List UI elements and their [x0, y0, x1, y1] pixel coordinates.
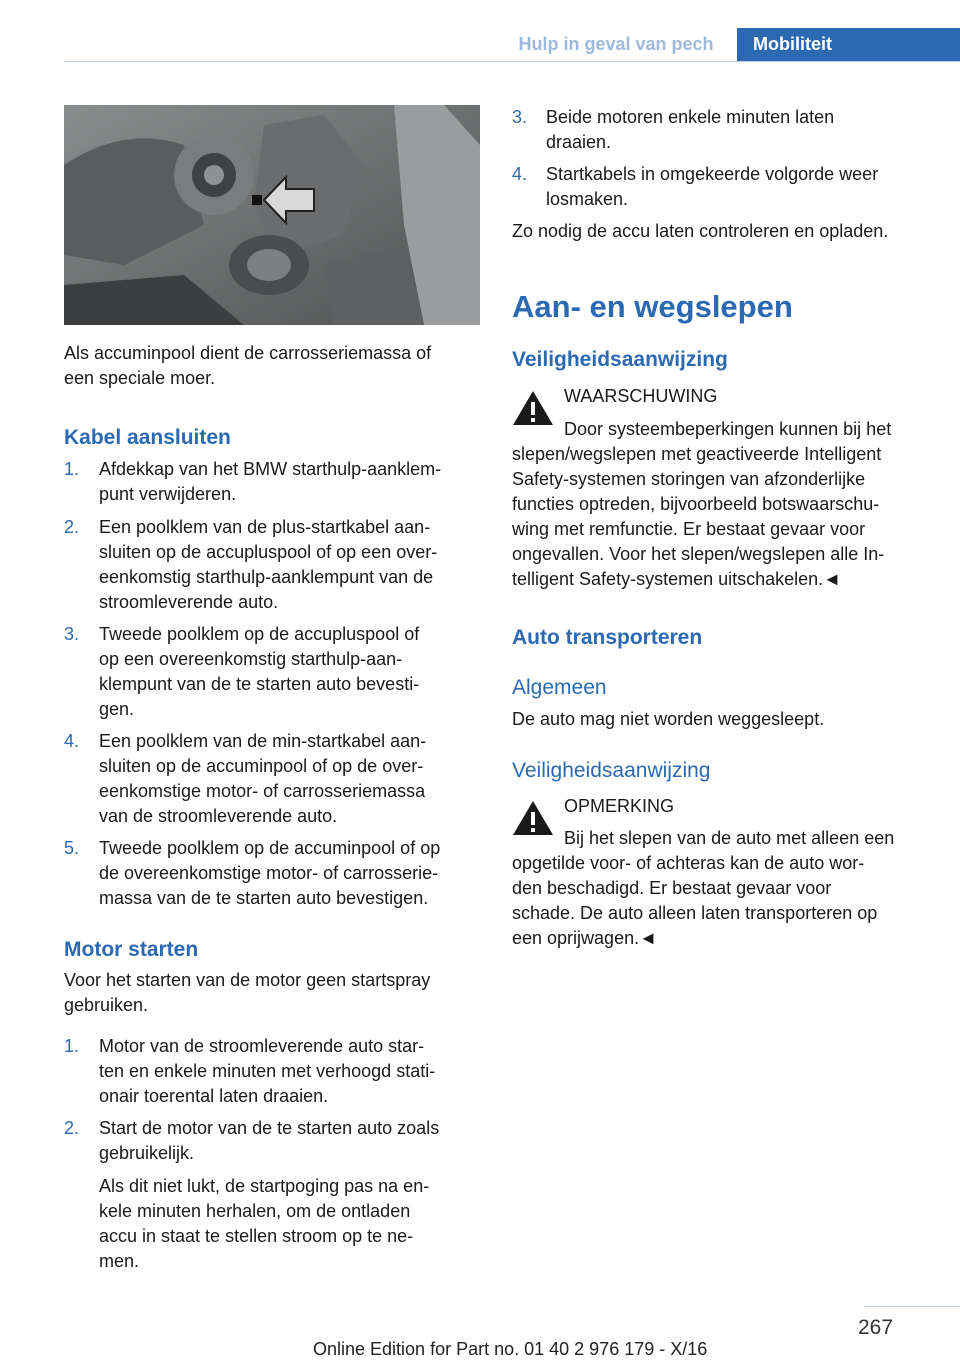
note-line: den beschadigd. Er bestaat gevaar voor: [512, 878, 832, 898]
warning-line: Safety-systemen storingen van afzonderlijke: [512, 469, 866, 489]
heading-motor-starten: Motor starten: [64, 938, 199, 961]
step-line: massa van de te starten auto bevestigen.: [99, 888, 429, 908]
step-line: Beide motoren enkele minuten laten: [546, 107, 835, 127]
step-number: 4.: [64, 731, 80, 751]
caption-line: Als accuminpool dient de carrosseriemassa of: [64, 343, 432, 363]
warning-label: WAARSCHUWING: [564, 386, 718, 406]
motor-intro-line: Voor het starten van de motor geen startspray: [64, 970, 431, 990]
header-rule: [64, 61, 960, 62]
step-line: de overeenkomstige motor- of carrosserie-: [99, 863, 439, 883]
heading-auto-transporteren: Auto transporteren: [512, 626, 703, 649]
engine-bay-illustration: [64, 105, 480, 325]
step-number: 4.: [512, 164, 528, 184]
warning-triangle-icon: [512, 799, 554, 837]
step-line: ten en enkele minuten met verhoogd stati-: [99, 1061, 436, 1081]
motor-note-line: accu in staat te stellen stroom op te ne-: [99, 1226, 414, 1246]
note-line: een oprijwagen.◄: [512, 928, 657, 948]
step-line: Startkabels in omgekeerde volgorde weer: [546, 164, 879, 184]
page-number: 267: [858, 1316, 894, 1339]
warning-triangle-icon: [512, 389, 554, 427]
motor-note-line: Als dit niet lukt, de startpoging pas na en-: [99, 1176, 430, 1196]
step-line: Een poolklem van de plus-startkabel aan-: [99, 517, 431, 537]
note-label: OPMERKING: [564, 796, 675, 816]
heading-algemeen: Algemeen: [512, 676, 607, 699]
step-number: 2.: [64, 517, 80, 537]
step-line: sluiten op de accupluspool of op een over-: [99, 542, 438, 562]
caption-line: een speciale moer.: [64, 368, 216, 388]
step-number: 5.: [64, 838, 80, 858]
motor-intro-line: gebruiken.: [64, 995, 149, 1015]
step-number: 2.: [64, 1118, 80, 1138]
step-line: op een overeenkomstig starthulp-aan-: [99, 649, 403, 669]
step-line: klempunt van de te starten auto bevesti-: [99, 674, 420, 694]
warning-line: Door systeembeperkingen kunnen bij het: [564, 419, 892, 439]
warning-line: slepen/wegslepen met geactiveerde Intelligent: [512, 444, 882, 464]
engine-bay-photo: [64, 105, 480, 325]
step-line: Start de motor van de te starten auto zoals: [99, 1118, 440, 1138]
warning-line: telligent Safety-systemen uitschakelen.◄: [512, 569, 841, 589]
warning-line: functies optreden, bijvoorbeeld botswaarschu-: [512, 494, 880, 514]
step-line: gebruikelijk.: [99, 1143, 195, 1163]
header-section: Hulp in geval van pech: [518, 34, 714, 54]
step-line: stroomleverende auto.: [99, 592, 279, 612]
step-line: punt verwijderen.: [99, 484, 237, 504]
heading-safety-2: Veiligheidsaanwijzing: [512, 759, 711, 782]
step-line: Afdekkap van het BMW starthulp-aanklem-: [99, 459, 442, 479]
motor-note-line: men.: [99, 1251, 140, 1271]
step-number: 3.: [512, 107, 528, 127]
step-line: eenkomstig starthulp-aanklempunt van de: [99, 567, 434, 587]
note-line: schade. De auto alleen laten transporteren op: [512, 903, 878, 923]
warning-line: ongevallen. Voor het slepen/wegslepen alle In-: [512, 544, 885, 564]
step-line: draaien.: [546, 132, 612, 152]
step-line: eenkomstige motor- of carrosseriemassa: [99, 781, 426, 801]
section-title: Aan- en wegslepen: [512, 289, 793, 324]
step-number: 3.: [64, 624, 80, 644]
heading-kabel-aansluiten: Kabel aansluiten: [64, 426, 231, 449]
general-text: De auto mag niet worden weggesleept.: [512, 709, 825, 729]
heading-safety-1: Veiligheidsaanwijzing: [512, 348, 728, 371]
motor-note-line: kele minuten herhalen, om de ontladen: [99, 1201, 411, 1221]
edition-text: Online Edition for Part no. 01 40 2 976 179 - X/16: [313, 1339, 708, 1359]
note-line: Bij het slepen van de auto met alleen een: [564, 828, 895, 848]
step-line: losmaken.: [546, 189, 629, 209]
step-line: onair toerental laten draaien.: [99, 1086, 329, 1106]
step-line: gen.: [99, 699, 135, 719]
step-number: 1.: [64, 459, 80, 479]
note-line: opgetilde voor- of achteras kan de auto wor-: [512, 853, 865, 873]
step-line: Motor van de stroomleverende auto star-: [99, 1036, 425, 1056]
step-line: sluiten op de accuminpool of op de over-: [99, 756, 424, 776]
step-number: 1.: [64, 1036, 80, 1056]
step-line: Tweede poolklem op de accuminpool of op: [99, 838, 441, 858]
step-line: Tweede poolklem op de accupluspool of: [99, 624, 420, 644]
after-steps-text: Zo nodig de accu laten controleren en opladen.: [512, 221, 889, 241]
header-chapter: Mobiliteit: [737, 28, 960, 61]
step-line: Een poolklem van de min-startkabel aan-: [99, 731, 427, 751]
warning-line: wing met remfunctie. Er bestaat gevaar voor: [512, 519, 866, 539]
footer-rule: [864, 1306, 960, 1307]
step-line: van de stroomleverende auto.: [99, 806, 338, 826]
